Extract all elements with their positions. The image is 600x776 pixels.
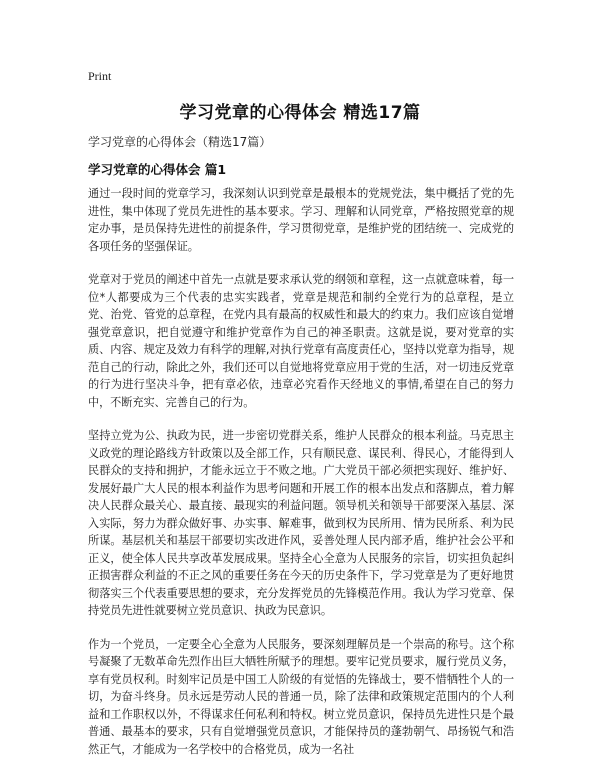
section-heading: 学习党章的心得体会 篇1	[88, 162, 227, 177]
paragraph-3: 坚持立党为公、执政为民，进一步密切党群关系，维护人民群众的根本利益。马克思主义政党的理论路线方针政策以及全部工作，只有顺民意、谋民利、得民心，才能得到人民群众的支持和拥护，才能永远立于不败之地。广大党员干部必须把实现好、维护好、发展好最广大人民的根本利益作为思考问题和开展工作的根本出发点和落脚点，着力解决人民群众最关心、最直接、最现实的利益问题。领导机关和领导干部要深入基层、深入实际，努力为群众做好事、办实事、解难事，做到权为民所用、情为民所系、利为民所谋。基层机关和基层干部要切实改进作风，妥善处理人民内部矛盾，维护社会公平和正义，使全体人民共享改革发展成果。坚持全心全意为人民服务的宗旨，切实担负起纠正损害群众利益的不正之风的重要任务在今天的历史条件下，学习党章是为了更好地贯彻落实三个代表重要思想的要求，充分发挥党员的先锋模范作用。我认为学习党章、保持党员先进性就要树立党员意识、执政为民意识。	[88, 429, 514, 617]
paragraph-2: 党章对于党员的阐述中首先一点就是要求承认党的纲领和章程，这一点就意味着，每一位*人都要成为三个代表的忠实实践者，党章是规范和制约全党行为的总章程，是立党、治党、管党的总章程，在党内具有最高的权威性和最大的约束力。我们应该自觉增强党章意识，把自觉遵守和维护党章作为自己的神圣职责。这就是说，要对党章的实质、内容、规定及效力有科学的理解,对执行党章有高度责任心，坚持以党章为指导，规范自己的行动，除此之外，我们还可以自觉地将党章应用于党的生活，对一切违反党章的行为进行坚决斗争，把有章必依，违章必究看作天经地义的事情,希望在自己的努力中，不断充实、完善自己的行为。	[88, 273, 514, 409]
paragraph-4: 作为一个党员，一定要全心全意为人民服务，要深刻理解员是一个崇高的称号。这个称号凝聚了无数革命先烈作出巨大牺牲所赋予的理想。要牢记党员要求，履行党员义务，享有党员权利。时刻牢记员是中国工人阶级的有觉悟的先锋战士，要不惜牺牲个人的一切，为奋斗终身。员永远是劳动人民的普通一员，除了法律和政策规定范围内的个人利益和工作职权以外，不得谋求任何私利和特权。树立党员意识，保持员先进性只是个最普通、最基本的要求，只有自觉增强党员意识，才能保持员的蓬勃朝气、昂扬锐气和浩然正气，才能成为一名学校中的合格党员，成为一名社	[88, 637, 514, 756]
document-title: 学习党章的心得体会 精选17篇	[179, 103, 421, 123]
document-subtitle: 学习党章的心得体会（精选17篇）	[88, 135, 272, 149]
print-link[interactable]: Print	[88, 69, 112, 83]
article-body	[88, 185, 514, 774]
paragraph-1: 通过一段时间的党章学习，我深刻认识到党章是最根本的党规党法，集中概括了党的先进性，集中体现了党员先进性的基本要求。学习、理解和认同党章，严格按照党章的规定办事，是员保持先进性的前提条件，学习贯彻党章，是维护党的团结统一、完成党的各项任务的坚强保证。	[88, 187, 514, 253]
